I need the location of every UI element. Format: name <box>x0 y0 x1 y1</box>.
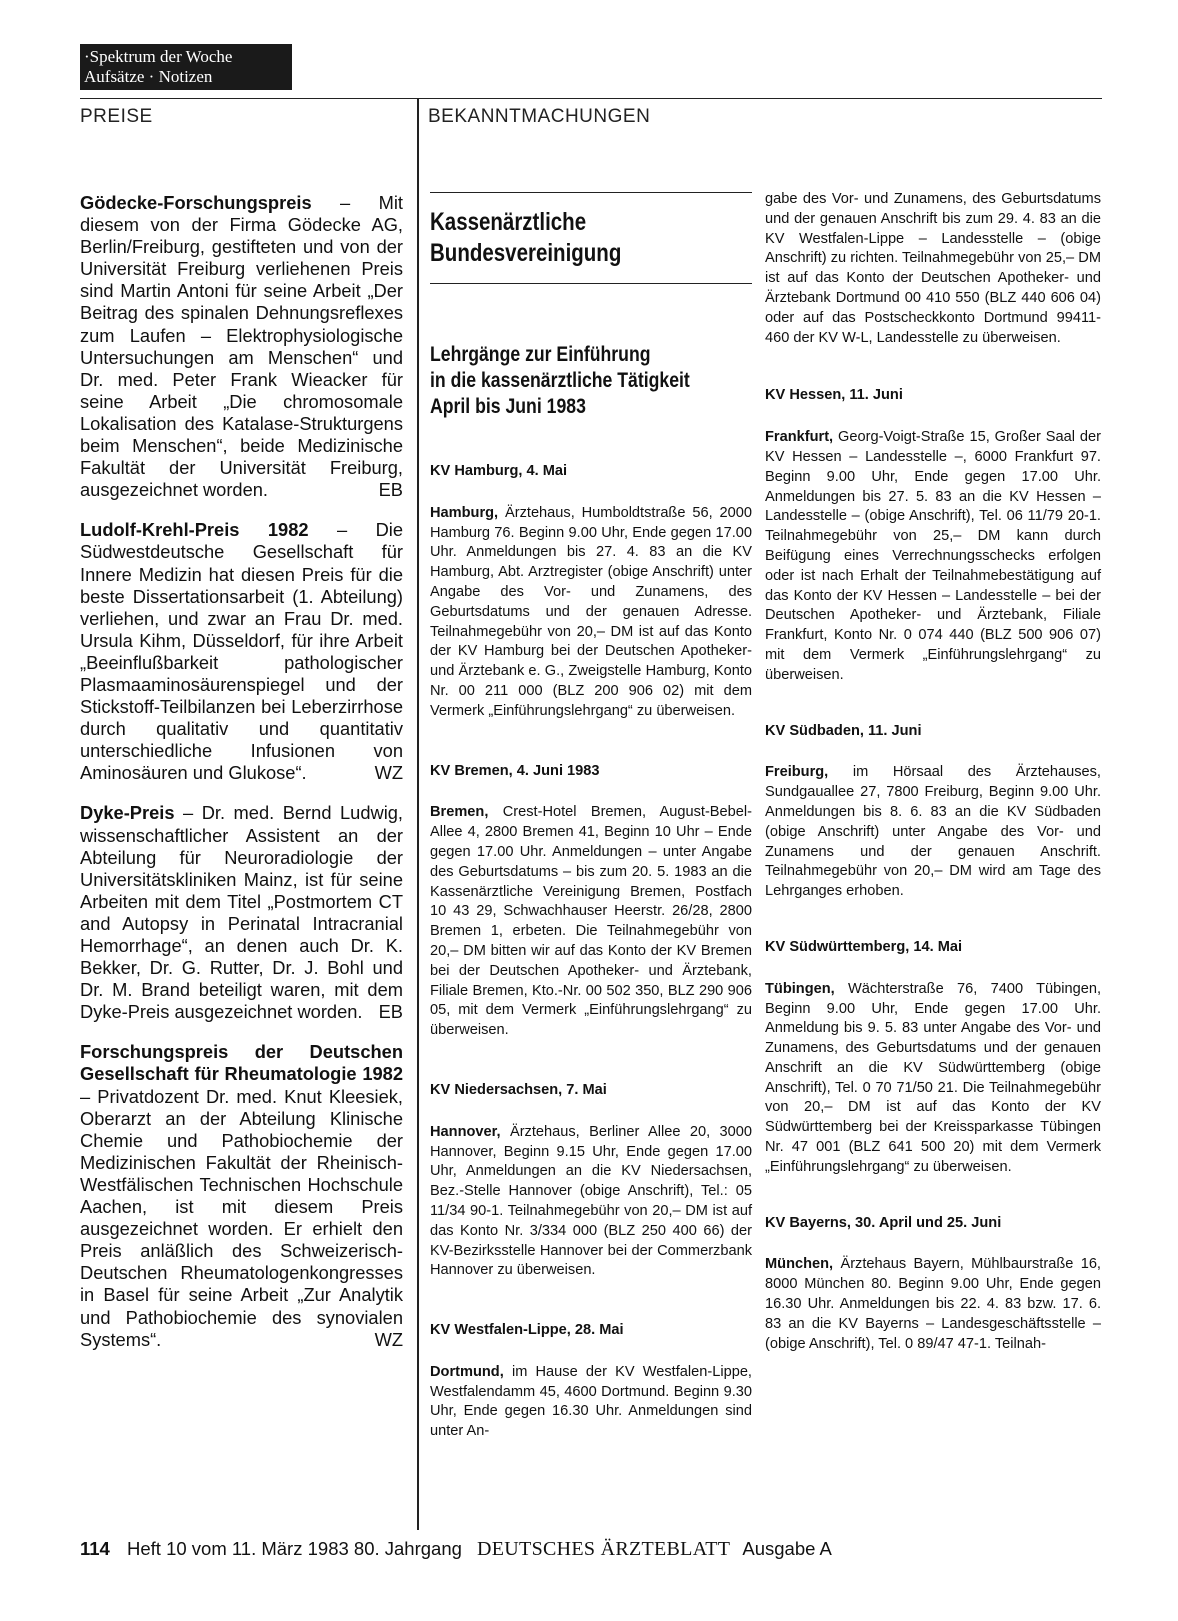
entry-heading: KV Bremen, 4. Juni 1983 <box>430 762 600 779</box>
entry-heading: KV Hamburg, 4. Mai <box>430 463 568 479</box>
entry-text: Ärztehaus, Humboldtstraße 56, 2000 Hamburg 76. Beginn 9.00 Uhr, Ende gegen 17.00 Uhr. Anmeldungen bis 27. 4. 83 an die KV Hamburg, Abt. Arztregister (obige Anschrift) unter Angabe des Vor- und Zunamens, des Geburtsdatums und der genauen Adresse. Teilnahmegebühr von 20,– DM ist auf das Konto der KV Hamburg bei der Deutschen Apotheker- und Ärztebank e. G., Zweigstelle Hamburg, Konto Nr. 00 211 000 (BLZ 200 906 02) mit dem Vermerk „Einführungslehrgang“ zu überweisen. <box>430 504 752 719</box>
continued-text: gabe des Vor- und Zunamens, des Geburtsdatums und der genauen Anschrift bis zum 29. 4. 83 an die KV Westfalen-Lippe – Landesstelle – (obige Anschrift) zu richten. Teilnahmegebühr von 25,– DM ist auf das Konto der Deutschen Apotheker- und Ärztebank Dortmund 00 410 550 (BLZ 440 606 04) oder auf das Postscheckkonto Dortmund 99411-460 der KV W-L, Landesstelle zu überweisen. <box>765 191 1101 346</box>
entry-text: Georg-Voigt-Straße 15, Großer Saal der KV Hessen – Landesstelle –, 6000 Frankfurt 97. Beginn 9.00 Uhr, Ende gegen 17.00 Uhr. Anmeldungen bis 27. 5. 83 an die KV Hessen – Landesstelle – (obige Anschrift), Tel. 06 11/79 20-1. Teilnahmegebühr von 25,– DM kann durch Beifügung eines Verrechnungsschecks erfolgen oder ist nach Erhalt der Teilnahmebestätigung auf das Konto der KV Hessen – Landesstelle – bei der Deutschen Apotheker- und Ärztebank, Filiale Frankfurt, Konto Nr. 0 074 440 (BLZ 500 906 07) mit dem Vermerk „Einführungslehrgang“ zu überweisen. <box>765 429 1101 683</box>
announcements-column-right <box>765 190 1101 1354</box>
prize-text: – Privatdozent Dr. med. Knut Kleesiek, Oberarzt an der Abteilung Klinische Chemie und Pathobiochemie der Medizinischen Fakultät der Rheinisch-Westfälischen Technischen Hochschule Aachen, ist mit diesem Preis ausgezeichnet worden. Er erhielt den Preis anläßlich des Schweizerisch-Deutschen Rheumatologenkongresses in Basel für seine Arbeit „Zur Analytik und Pathobiochemie des synovialen Systems“. <box>80 1085 403 1350</box>
author-initials: EB <box>378 1001 403 1023</box>
journal-name: DEUTSCHES ÄRZTEBLATT <box>477 1538 731 1560</box>
kbv-title-line-2: Bundesvereinigung <box>430 239 622 267</box>
section-label-preise: PREISE <box>80 106 153 127</box>
kbv-rule-top <box>430 192 752 193</box>
entry-body <box>765 428 1101 685</box>
top-rule <box>80 98 1102 99</box>
masthead-line-2: Aufsätze · Notizen <box>84 67 213 86</box>
entry-text: Ärztehaus, Berliner Allee 20, 3000 Hannover, Beginn 9.15 Uhr, Ende gegen 17.00 Uhr, Anmeldungen an die KV Niedersachsen, Bez.-Stelle Hannover (obige Anschrift), Tel.: 05 11/34 90-1. Teilnahmegebühr von 20,– DM ist auf das Konto Nr. 3/334 000 (BLZ 250 400 66) der KV-Bezirksstelle Hannover bei der Commerzbank Hannover zu überweisen. <box>430 1123 752 1279</box>
author-initials: WZ <box>374 762 403 784</box>
prize-title: Forschungspreis der Deutschen Gesellschaft für Rheumatologie 1982 <box>80 1041 403 1085</box>
entry-city: Bremen, <box>430 804 489 821</box>
masthead-line-1: ·Spektrum der Woche <box>84 47 233 66</box>
entry-heading: KV Südbaden, 11. Juni <box>765 722 922 739</box>
entry-city: Dortmund, <box>430 1363 504 1380</box>
entry-body <box>765 763 1101 902</box>
page-footer <box>80 1538 832 1561</box>
prize-entry <box>80 802 403 1023</box>
entry-body <box>430 803 752 1041</box>
prize-title: Ludolf-Krehl-Preis 1982 <box>80 519 309 541</box>
entry-city: Hannover, <box>430 1123 501 1140</box>
entry-body <box>765 1255 1101 1354</box>
masthead <box>80 44 292 90</box>
entry-heading: KV Bayerns, 30. April und 25. Juni <box>765 1214 1002 1231</box>
entry-heading: KV Hessen, 11. Juni <box>765 387 903 404</box>
edition: Ausgabe A <box>742 1538 832 1559</box>
entry-text: Wächterstraße 76, 7400 Tübingen, Beginn 9.00 Uhr, Ende gegen 17.00 Uhr. Anmeldung bis 9. 5. 83 unter Angabe des Vor- und Zunamens, des Geburtsdatums und der genauen Anschrift an die KV Südwürttemberg (obige Anschrift), Tel. 0 70 71/50 21. Die Teilnahmegebühr von 20,– DM ist auf das Konto der KV Südwürttemberg bei der Kreissparkasse Tübingen Nr. 47 001 (BLZ 641 500 20) mit dem Vermerk „Einführungslehrgang“ zu überweisen. <box>765 980 1101 1175</box>
page-number: 114 <box>80 1538 110 1559</box>
entry-text: im Hörsaal des Ärztehauses, Sundgauallee 27, 7800 Freiburg, Beginn 9.00 Uhr. Anmeldungen bis 8. 6. 83 an die KV Südbaden (obige Anschrift) unter Angabe des Vor- und Zunamens und der genauen Anschrift. Teilnahmegebühr von 20,– DM wird am Tage des Lehrganges erhoben. <box>765 764 1101 900</box>
prize-entry <box>80 1041 403 1350</box>
preise-column <box>80 192 403 1369</box>
entry-city: München, <box>765 1256 834 1273</box>
headline-line-1: Lehrgänge zur Einführung <box>430 343 651 366</box>
entry-text: Crest-Hotel Bremen, August-Bebel-Allee 4, 2800 Bremen 41, Beginn 10 Uhr – Ende gegen 17.00 Uhr. Anmeldungen – unter Angabe des Geburtsdatums – bis zum 20. 5. 1983 an die Kassenärztliche Vereinigung Bremen, Postfach 10 43 29, Schwachhauser Heerstr. 26/28, 2800 Bremen 1, erbeten. Die Teilnahmegebühr von 20,– DM bitten wir auf das Konto der KV Bremen bei der Deutschen Apotheker- und Ärztebank, Filiale Bremen, Kto.-Nr. 00 502 350, BLZ 290 906 05, mit dem Vermerk „Einführungslehrgang“ zu überweisen. <box>430 804 752 1039</box>
kbv-title-line-1: Kassenärztliche <box>430 208 587 236</box>
entry-heading: KV Westfalen-Lippe, 28. Mai <box>430 1322 624 1339</box>
entry-text: im Hause der KV Westfalen-Lippe, Westfalendamm 45, 4600 Dortmund. Beginn 9.30 Uhr, Ende gegen 16.30 Uhr. Anmeldungen sind unter An- <box>430 1363 752 1440</box>
entry-body <box>430 1123 752 1281</box>
author-initials: EB <box>378 479 403 501</box>
entry-body <box>430 1363 752 1442</box>
prize-entry <box>80 192 403 501</box>
prize-entry <box>80 519 403 784</box>
prize-title: Dyke-Preis <box>80 802 175 824</box>
prize-title: Gödecke-Forschungspreis <box>80 192 312 213</box>
author-initials: WZ <box>374 1328 403 1350</box>
entry-body <box>430 504 752 722</box>
headline-line-3: April bis Juni 1983 <box>430 395 586 418</box>
lehrgang-headline <box>430 342 700 420</box>
headline-line-2: in die kassenärztliche Tätigkeit <box>430 369 690 392</box>
entry-text: Ärztehaus Bayern, Mühlbaurstraße 16, 8000 München 80. Beginn 9.00 Uhr, Ende gegen 16.30 Uhr. Anmeldungen bis 22. 4. 83 bzw. 17. 6. 83 an die KV Bayerns – Landesgeschäftsstelle – (obige Anschrift), Tel. 0 89/47 47-1. Teilnah- <box>765 1256 1101 1352</box>
entry-city: Frankfurt, <box>765 429 834 446</box>
entry-heading: KV Niedersachsen, 7. Mai <box>430 1081 607 1098</box>
entry-city: Tübingen, <box>765 980 835 997</box>
prize-text: – Die Südwestdeutsche Gesellschaft für Innere Medizin hat diesen Preis für die beste Dissertationsarbeit (1. Abteilung) verliehen, und zwar an Frau Dr. med. Ursula Kihm, Düsseldorf, für ihre Arbeit „Beeinflußbarkeit pathologischer Plasmaaminosäurenspiegel und der Stickstoff-Teilbilanzen bei Leberzirrhose durch qualitativ und quantitativ unterschiedliche Infusionen von Aminosäuren und Glukose“. <box>80 519 403 784</box>
kbv-rule-bottom <box>430 283 752 284</box>
entry-heading: KV Südwürttemberg, 14. Mai <box>765 938 963 955</box>
prize-text: – Mit diesem von der Firma Gödecke AG, Berlin/Freiburg, gestifteten und von der Universität Freiburg verliehenen Preis sind Martin Antoni für seine Arbeit „Der Beitrag des spinalen Dehnungsreflexes zum Laufen – Elektrophysiologische Untersuchungen am Menschen“ und Dr. med. Peter Frank Wieacker für seine Arbeit „Die chromosomale Lokalisation des Katalase-Strukturgens beim Menschen“, beide Medizinische Fakultät der Universität Freiburg, ausgezeichnet worden. <box>80 192 403 501</box>
issue-info: Heft 10 vom 11. März 1983 80. Jahrgang <box>127 1538 462 1559</box>
kbv-title <box>430 207 694 269</box>
entry-city: Hamburg, <box>430 504 499 521</box>
section-label-bekanntmachungen: BEKANNTMACHUNGEN <box>428 106 651 127</box>
entry-body <box>765 980 1101 1178</box>
column-divider <box>417 98 419 1530</box>
prize-text: – Dr. med. Bernd Ludwig, wissenschaftlicher Assistent an der Abteilung für Neuroradiologie der Universitätskliniken Mainz, ist für seine Arbeiten mit dem Titel „Postmortem CT and Autopsy in Perinatal Intracranial Hemorrhage“, an denen auch Dr. K. Bekker, Dr. G. Rutter, Dr. J. Bohl und Dr. M. Brand beteiligt waren, mit dem Dyke-Preis ausgezeichnet worden. <box>80 802 403 1023</box>
kbv-column <box>430 192 752 1442</box>
entry-city: Freiburg, <box>765 764 829 781</box>
